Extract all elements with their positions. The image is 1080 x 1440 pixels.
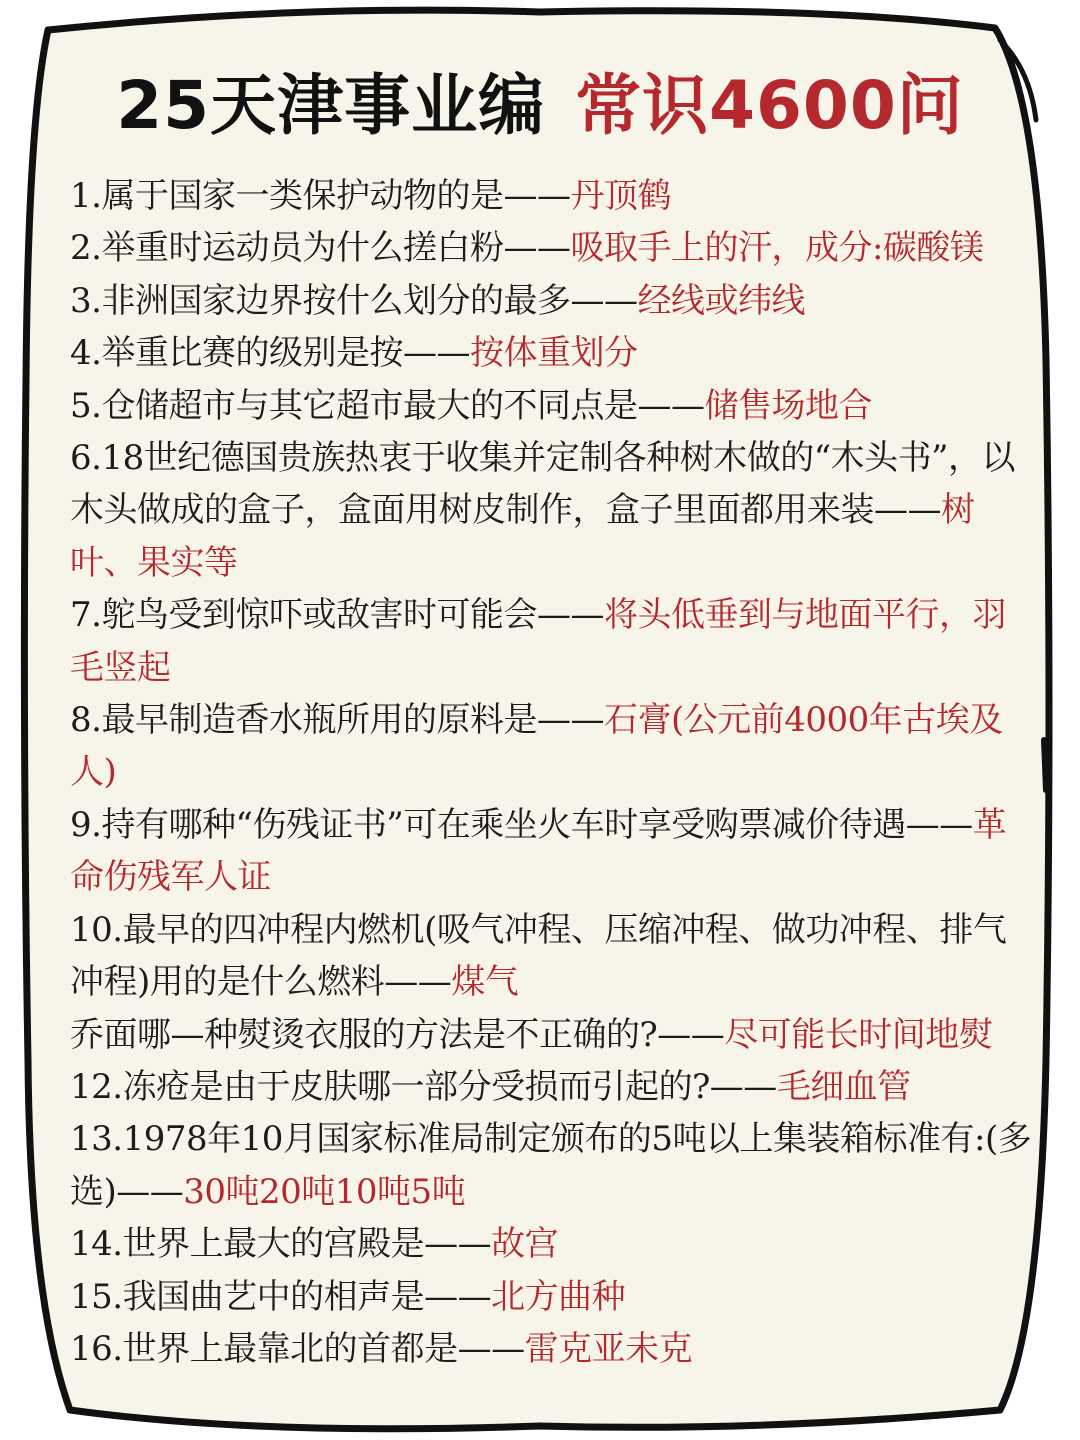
question-text: 12.冻疮是由于皮肤哪一部分受损而引起的?—— [70, 1066, 777, 1107]
title-part-2: 常识4600问 [575, 67, 964, 144]
question-text: 1.属于国家一类保护动物的是—— [70, 176, 571, 216]
answer-text: 北方曲种 [491, 1276, 626, 1317]
answer-text: 吸取手上的汗，成分:碳酸镁 [570, 228, 984, 269]
border-accent-stroke [1044, 740, 1046, 790]
answer-text: 雷克亚未克 [524, 1328, 693, 1369]
list-item [70, 799, 1035, 904]
question-text: 乔面哪—种熨烫衣服的方法是不正确的?—— [70, 1014, 725, 1055]
list-item [70, 1218, 1035, 1270]
answer-text: 毛细血管 [776, 1066, 911, 1107]
answer-text: 革命伤残军人证 [70, 804, 1007, 898]
question-text: 16.世界上最靠北的首都是—— [70, 1328, 525, 1369]
question-text: 10.最早的四冲程内燃机(吸气冲程、压缩冲程、做功冲程、排气冲程)用的是什么燃料—— [70, 909, 1007, 1003]
list-item [70, 694, 1035, 799]
page-title [0, 52, 1080, 147]
question-text: 15.我国曲艺中的相声是—— [70, 1276, 492, 1317]
question-text: 8.最早制造香水瓶所用的原料是—— [70, 700, 604, 741]
list-item [70, 904, 1035, 1009]
question-text: 5.仓储超市与其它超市最大的不同点是—— [70, 385, 705, 426]
answer-text: 树叶、果实等 [70, 490, 975, 583]
list-item [70, 327, 1035, 379]
question-text: 4.举重比赛的级别是按—— [70, 333, 470, 374]
answer-text: 丹顶鹤 [570, 176, 671, 216]
answer-text: 将头低垂到与地面平行，羽毛竖起 [70, 595, 1006, 688]
list-item [70, 1113, 1035, 1218]
answer-text: 煤气 [451, 962, 519, 1003]
question-text: 9.持有哪种“伤残证书”可在乘坐火车时享受购票减价待遇—— [70, 804, 973, 845]
list-item [70, 1061, 1035, 1113]
question-list [70, 170, 1035, 1375]
title-part-1: 25天津事业编 [116, 67, 546, 144]
list-item [70, 170, 1035, 222]
question-text: 14.世界上最大的宫殿是—— [70, 1224, 492, 1265]
question-text: 2.举重时运动员为什么搓白粉—— [70, 228, 571, 269]
answer-text: 30吨20吨10吨5吨 [183, 1171, 466, 1212]
answer-text: 故宫 [491, 1224, 559, 1265]
answer-text: 尽可能长时间地熨 [724, 1014, 993, 1055]
answer-text: 按体重划分 [469, 333, 638, 374]
list-item [70, 222, 1035, 274]
list-item [70, 1271, 1035, 1323]
answer-text: 石膏(公元前4000年古埃及人) [70, 700, 1003, 793]
list-item [70, 1323, 1035, 1375]
answer-text: 储售场地合 [704, 385, 872, 426]
answer-text: 经线或纬线 [637, 280, 805, 321]
list-item [70, 380, 1035, 432]
question-text: 6.18世纪德国贵族热衷于收集并定制各种树木做的“木头书”，以木头做成的盒子，盒面用树皮制作，盒子里面都用来装—— [70, 438, 1015, 531]
question-text: 3.非洲国家边界按什么划分的最多—— [70, 280, 638, 321]
list-item [70, 275, 1035, 327]
question-text: 7.鸵鸟受到惊吓或敌害时可能会—— [70, 595, 604, 636]
list-item [70, 589, 1035, 694]
question-text: 13.1978年10月国家标准局制定颁布的5吨以上集装箱标准有:(多选)—— [70, 1119, 1032, 1212]
list-item [70, 1009, 1035, 1061]
list-item [70, 432, 1035, 589]
